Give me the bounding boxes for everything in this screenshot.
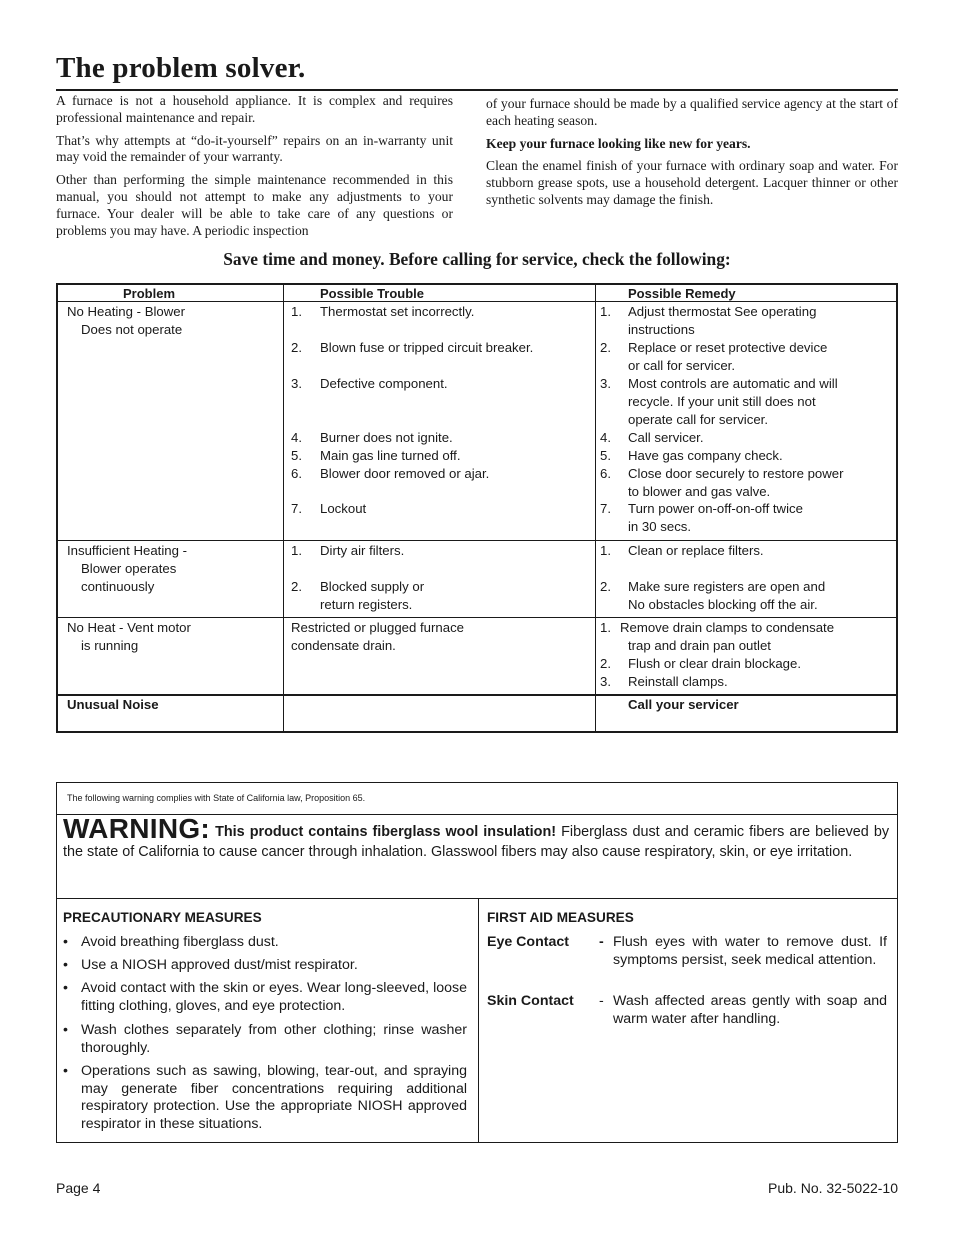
title-rule: [56, 89, 898, 91]
item-number: 2.: [291, 340, 302, 355]
remedy-text: Flush or clear drain blockage.: [628, 656, 801, 671]
trouble-cell: [291, 542, 591, 614]
trouble-text: Defective component.: [320, 376, 448, 391]
remedy-line: Close door securely to restore power: [628, 466, 844, 481]
header-possible-remedy: Possible Remedy: [628, 286, 736, 301]
item-number: 5.: [600, 448, 611, 463]
item-number: 1.: [600, 304, 611, 319]
remedy-line: Adjust thermostat See operating: [628, 304, 817, 319]
item-number: 2.: [291, 579, 302, 594]
remedy-line: Turn power on-off-on-off twice: [628, 501, 803, 516]
bullet: •: [63, 1022, 68, 1038]
warning-divider: [57, 898, 897, 899]
item-number: 1.: [600, 620, 611, 635]
trouble-cell: [291, 303, 591, 533]
item-number: 2.: [600, 340, 611, 355]
first-aid-label: Eye Contact: [487, 934, 569, 950]
remedy-text: [620, 619, 834, 655]
remedy-text: Reinstall clamps.: [628, 674, 728, 689]
remedy-text: [628, 500, 803, 536]
problem-line: Blower operates: [81, 561, 177, 576]
precaution-text: Use a NIOSH approved dust/mist respirator.: [81, 957, 358, 973]
problem-cell: [67, 303, 185, 339]
warning-body: Fiberglass dust and ceramic fibers are believed by the state of California to cause cancer through inhalation. Glasswool fibers may also cause respiratory, skin, or eye irritation.: [63, 824, 890, 860]
first-aid-heading: FIRST AID MEASURES: [487, 910, 634, 925]
remedy-line: in 30 secs.: [628, 519, 692, 534]
row-divider: [58, 694, 896, 696]
cleaning-paragraph: Clean the enamel finish of your furnace with ordinary soap and water. For stubborn grease spots, use a household detergent. Lacquer thinner or other synthetic solvents may damage the finish.: [486, 158, 898, 207]
trouble-text: [320, 578, 424, 614]
bullet: •: [63, 957, 68, 973]
remedy-text: [628, 375, 838, 429]
remedy-line: instructions: [628, 322, 695, 337]
intro-right-column: [486, 96, 898, 215]
problem-line: Does not operate: [81, 322, 183, 337]
bullet: •: [63, 934, 68, 950]
row-divider: [58, 540, 896, 541]
first-aid-dash: -: [599, 934, 604, 950]
remedy-line: Remove drain clamps to condensate: [620, 620, 835, 635]
remedy-text: Have gas company check.: [628, 448, 783, 463]
warning-lead: This product contains fiberglass wool insulation!: [215, 824, 557, 840]
remedy-text: [628, 465, 844, 501]
publication-number: Pub. No. 32-5022-10: [768, 1180, 898, 1196]
remedy-text: [628, 578, 825, 614]
remedy-text: Call servicer.: [628, 430, 704, 445]
bullet: •: [63, 980, 68, 996]
bullet: •: [63, 1063, 68, 1079]
header-problem: Problem: [123, 286, 176, 301]
save-time-heading: Save time and money. Before calling for service, check the following:: [223, 249, 731, 269]
header-divider: [58, 301, 896, 302]
warning-statement: [63, 813, 890, 862]
prop65-note: The following warning complies with State of California law, Proposition 65.: [67, 793, 366, 803]
problem-line: continuously: [81, 579, 155, 594]
precaution-text: Operations such as sawing, blowing, tear-out, and spraying may generate fiber concentrations requiring additional respiratory protection. Use the appropriate NIOSH approved respirator in these situations.: [81, 1063, 467, 1132]
remedy-cell: [600, 303, 892, 539]
cleaning-subheading: Keep your furnace looking like new for years.: [486, 135, 751, 151]
first-aid-dash: -: [599, 993, 604, 1009]
trouble-cell: [291, 619, 464, 655]
page-title: The problem solver.: [56, 52, 306, 84]
header-possible-trouble: Possible Trouble: [320, 286, 425, 301]
remedy-line: or call for servicer.: [628, 358, 735, 373]
warning-word: WARNING:: [63, 813, 211, 844]
remedy-line: No obstacles blocking off the air.: [628, 597, 818, 612]
problem-cell: [67, 542, 187, 596]
problem-line: Insufficient Heating -: [67, 543, 187, 558]
remedy-line: Replace or reset protective device: [628, 340, 828, 355]
trouble-line: Restricted or plugged furnace: [291, 620, 465, 635]
trouble-text: Burner does not ignite.: [320, 430, 453, 445]
trouble-line: return registers.: [320, 597, 413, 612]
trouble-text: Main gas line turned off.: [320, 448, 461, 463]
remedy-text: Clean or replace filters.: [628, 543, 764, 558]
row-divider: [58, 617, 896, 618]
item-number: 4.: [600, 430, 611, 445]
trouble-text: Dirty air filters.: [320, 543, 405, 558]
column-divider: [595, 285, 596, 731]
precautionary-heading: PRECAUTIONARY MEASURES: [63, 910, 262, 925]
item-number: 6.: [291, 466, 302, 481]
trouble-line: condensate drain.: [291, 638, 396, 653]
problem-cell: [67, 619, 191, 655]
remedy-line: recycle. If your unit still does not: [628, 394, 816, 409]
item-number: 2.: [600, 656, 611, 671]
trouble-text: Blower door removed or ajar.: [320, 466, 490, 481]
intro-paragraph: Other than performing the simple maintenance recommended in this manual, you should not attempt to make any adjustments to your furnace. Your dealer will be able to take care of any questions or problems you may have. A periodic inspection: [56, 172, 453, 238]
first-aid-label: Skin Contact: [487, 993, 574, 1009]
page-number: Page 4: [56, 1180, 101, 1196]
remedy-text: [628, 303, 816, 339]
problem-cell: Unusual Noise: [67, 697, 159, 712]
intro-paragraph: That’s why attempts at “do-it-yourself” repairs on an in-warranty unit may void the remainder of your warranty.: [56, 132, 453, 165]
problem-line: No Heating - Blower: [67, 304, 186, 319]
item-number: 6.: [600, 466, 611, 481]
problem-line: is running: [81, 638, 139, 653]
remedy-line: trap and drain pan outlet: [628, 638, 771, 653]
remedy-cell: [600, 542, 892, 614]
remedy-line: operate call for servicer.: [628, 412, 768, 427]
item-number: 7.: [600, 501, 611, 516]
trouble-text: Lockout: [320, 501, 367, 516]
first-aid-text: Wash affected areas gently with soap and warm water after handling.: [613, 993, 887, 1027]
problem-solver-table: [56, 283, 898, 733]
item-number: 1.: [600, 543, 611, 558]
item-number: 2.: [600, 579, 611, 594]
item-number: 3.: [600, 376, 611, 391]
precaution-text: Avoid breathing fiberglass dust.: [81, 934, 279, 950]
remedy-line: Most controls are automatic and will: [628, 376, 838, 391]
column-divider: [283, 285, 284, 731]
remedy-line: Make sure registers are open and: [628, 579, 826, 594]
item-number: 3.: [600, 674, 611, 689]
intro-paragraph: A furnace is not a household appliance. It is complex and requires professional maintenance and repair.: [56, 93, 453, 125]
item-number: 5.: [291, 448, 302, 463]
item-number: 3.: [291, 376, 302, 391]
precaution-text: Avoid contact with the skin or eyes. Wear long-sleeved, loose fitting clothing, gloves, and eye protection.: [81, 980, 467, 1014]
first-aid-text: Flush eyes with water to remove dust. If symptoms persist, seek medical attention.: [613, 934, 887, 968]
fiberglass-warning-box: [56, 782, 898, 1143]
precaution-text: Wash clothes separately from other clothing; rinse washer thoroughly.: [81, 1022, 467, 1056]
problem-line: No Heat - Vent motor: [67, 620, 191, 635]
trouble-line: Blocked supply or: [320, 579, 425, 594]
remedy-text: [628, 339, 827, 375]
remedy-cell: Call your servicer: [628, 697, 739, 712]
intro-left-column: [56, 93, 453, 245]
intro-continuation: of your furnace should be made by a qualified service agency at the start of each heating season.: [486, 96, 898, 128]
item-number: 7.: [291, 501, 302, 516]
trouble-text: Thermostat set incorrectly.: [320, 304, 475, 319]
item-number: 4.: [291, 430, 302, 445]
trouble-text: Blown fuse or tripped circuit breaker.: [320, 340, 534, 355]
remedy-cell: [600, 619, 892, 691]
item-number: 1.: [291, 304, 302, 319]
item-number: 1.: [291, 543, 302, 558]
remedy-line: to blower and gas valve.: [628, 484, 771, 499]
measures-divider: [478, 899, 479, 1142]
